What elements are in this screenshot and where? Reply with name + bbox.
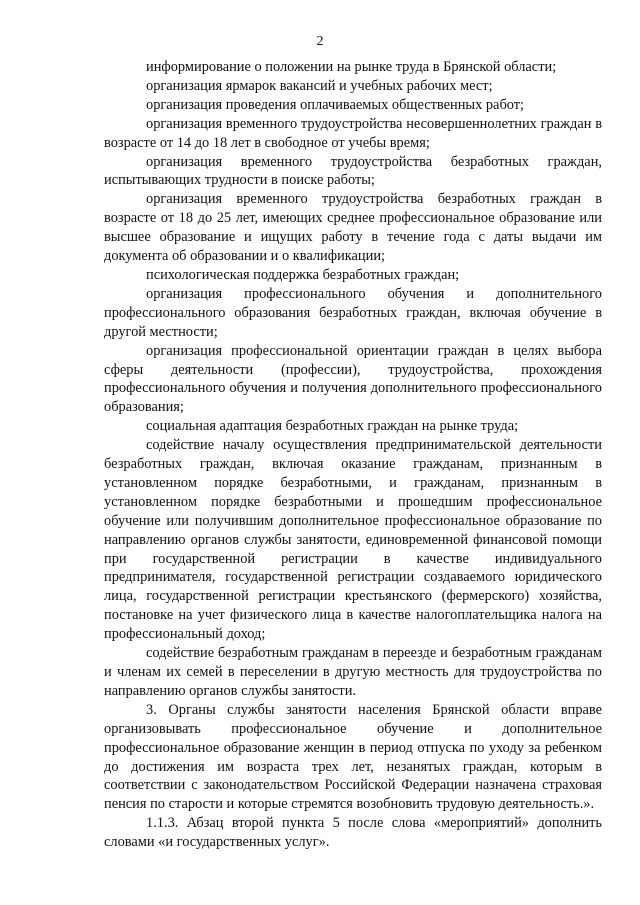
- body-text: [104, 58, 602, 852]
- paragraph: социальная адаптация безработных граждан на рынке труда;: [146, 418, 519, 435]
- paragraph: организация профессиональной ориентации граждан в целях выбора сферы деятельности (профессии), трудоустройства, прохождения профессионального обучения и получения дополнительного профессионального образования;: [104, 342, 602, 416]
- paragraph: организация проведения оплачиваемых общественных работ;: [146, 96, 525, 113]
- paragraph: организация профессионального обучения и дополнительного профессионального образования безработных граждан, включая обучение в другой местности;: [104, 285, 602, 340]
- paragraph: содействие безработным гражданам в переезде и безработным гражданам и членам их семей в переселении в другую местность для трудоустройства по направлению органов службы занятости.: [104, 645, 602, 699]
- paragraph: 3. Органы службы занятости населения Брянской области вправе организовывать профессиональное обучение и дополнительное профессиональное образование женщин в период отпуска по уходу за ребенком до достижения им возраста трех лет, незанятых граждан, которым в соответствии с законодательством Российской Федерации назначена страховая пенсия по старости и которые стремятся возобновить трудовую деятельность.».: [104, 701, 602, 813]
- page-number: 2: [316, 34, 324, 49]
- paragraph: информирование о положении на рынке труда в Брянской области;: [146, 59, 557, 75]
- paragraph: психологическая поддержка безработных граждан;: [146, 266, 460, 283]
- paragraph: организация ярмарок вакансий и учебных рабочих мест;: [146, 77, 493, 94]
- paragraph: организация временного трудоустройства безработных граждан, испытывающих трудности в поиске работы;: [104, 153, 602, 189]
- paragraph: содействие началу осуществления предпринимательской деятельности безработных граждан, включая оказание гражданам, признанным в установленном порядке безработными, и гражданам, признанным в установленном порядке безработными и прошедшим профессиональное обучение или получившим дополнительное профессиональное образование по направлению органов службы занятости, единовременной финансовой помощи при государственной регистрации в качестве индивидуального предпринимателя, государственной регистрации создаваемого юридического лица, государственной регистрации крестьянского (фермерского) хозяйства, постановке на учет физического лица в качестве налогоплательщика налога на профессиональный доход;: [104, 437, 602, 643]
- paragraph: организация временного трудоустройства безработных граждан в возрасте от 18 до 25 лет, имеющих среднее профессиональное образование или высшее образование и ищущих работу в течение года с даты выдачи им документа об образовании и о квалификации;: [104, 191, 602, 265]
- paragraph: 1.1.3. Абзац второй пункта 5 после слова «мероприятий» дополнить словами «и государственных услуг».: [104, 815, 602, 851]
- paragraph: организация временного трудоустройства несовершеннолетних граждан в возрасте от 14 до 18 лет в свободное от учебы время;: [104, 115, 602, 151]
